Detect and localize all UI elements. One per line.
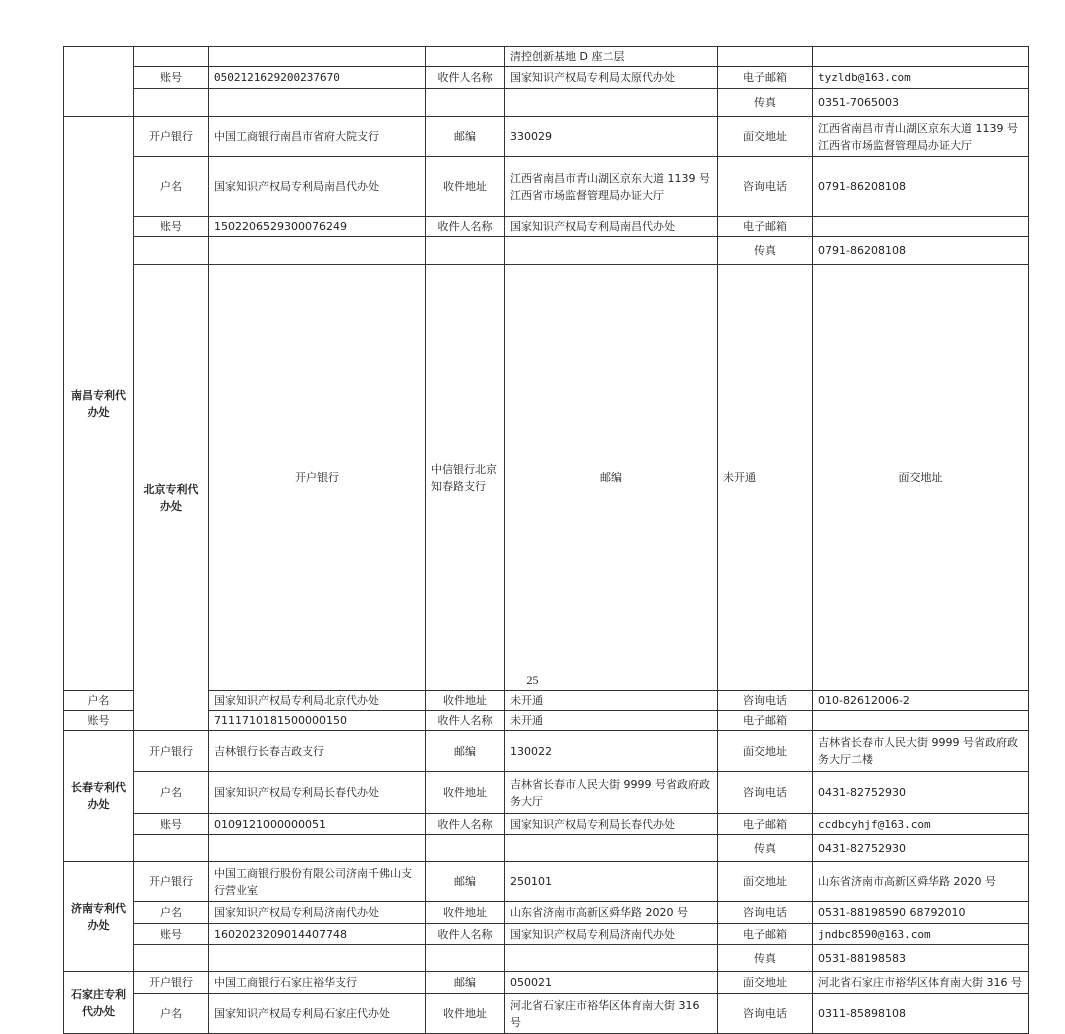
counter-address-value: 河北省石家庄市裕华区体育南大街 316 号	[813, 972, 1029, 994]
phone-label: 咨询电话	[718, 691, 813, 711]
phone-value: 010-82612006-2	[813, 691, 1029, 711]
office-name-jinan: 济南专利代办处	[64, 862, 134, 972]
table-row	[64, 47, 1029, 67]
table-row	[64, 157, 1029, 217]
email-label: 电子邮箱	[718, 217, 813, 237]
account-value: 0502121629200237670	[209, 67, 426, 89]
phone-label: 咨询电话	[718, 772, 813, 814]
phone-label: 咨询电话	[718, 902, 813, 924]
bank-value: 中信银行北京知春路支行	[426, 265, 505, 691]
postcode-value: 330029	[505, 117, 718, 157]
table-row	[64, 711, 1029, 731]
counter-address-label: 面交地址	[718, 731, 813, 772]
holder-value: 国家知识产权局专利局北京代办处	[209, 691, 426, 711]
bank-value: 中国工商银行南昌市省府大院支行	[209, 117, 426, 157]
bank-value: 吉林银行长春吉政支行	[209, 731, 426, 772]
postcode-value: 050021	[505, 972, 718, 994]
email-value: jndbc8590@163.com	[813, 924, 1029, 945]
payee-value: 国家知识产权局专利局长春代办处	[505, 814, 718, 835]
office-name-nanchang: 南昌专利代办处	[64, 117, 134, 691]
holder-value: 国家知识产权局专利局济南代办处	[209, 902, 426, 924]
table-row	[64, 945, 1029, 972]
fax-label: 传真	[718, 945, 813, 972]
postcode-label: 邮编	[426, 731, 505, 772]
fax-label: 传真	[718, 237, 813, 265]
bank-label: 开户银行	[209, 265, 426, 691]
counter-address-value: 山东省济南市高新区舜华路 2020 号	[813, 862, 1029, 902]
bank-label: 开户银行	[134, 862, 209, 902]
account-label: 账号	[134, 217, 209, 237]
counter-address-label: 面交地址	[718, 117, 813, 157]
mail-address-label: 收件地址	[426, 772, 505, 814]
postcode-value: 250101	[505, 862, 718, 902]
payee-label: 收件人名称	[426, 814, 505, 835]
counter-address-label: 面交地址	[813, 265, 1029, 691]
bank-value: 中国工商银行石家庄裕华支行	[209, 972, 426, 994]
account-value: 1602023209014407748	[209, 924, 426, 945]
table-row	[64, 862, 1029, 902]
table-row	[64, 117, 1029, 157]
fax-label: 传真	[718, 835, 813, 862]
postcode-label: 邮编	[426, 862, 505, 902]
account-label: 账号	[64, 711, 134, 731]
table-row	[64, 902, 1029, 924]
postcode-label: 邮编	[426, 972, 505, 994]
table-row	[64, 89, 1029, 117]
holder-label: 户名	[134, 902, 209, 924]
table-row	[64, 924, 1029, 945]
fax-value: 0531-88198583	[813, 945, 1029, 972]
phone-label: 咨询电话	[718, 994, 813, 1034]
payee-value: 未开通	[505, 711, 718, 731]
mail-address-label: 收件地址	[426, 691, 505, 711]
postcode-label: 邮编	[505, 265, 718, 691]
email-value	[813, 711, 1029, 731]
phone-value: 0791-86208108	[813, 157, 1029, 217]
table-row	[64, 691, 1029, 711]
mail-address-value: 吉林省长春市人民大街 9999 号省政府政务大厅	[505, 772, 718, 814]
page-number: 25	[526, 673, 539, 687]
phone-value: 0311-85898108	[813, 994, 1029, 1034]
email-value: tyzldb@163.com	[813, 67, 1029, 89]
mail-address-value: 山东省济南市高新区舜华路 2020 号	[505, 902, 718, 924]
counter-address-value: 江西省南昌市青山湖区京东大道 1139 号江西省市场监督管理局办证大厅	[813, 117, 1029, 157]
email-value: ccdbcyhjf@163.com	[813, 814, 1029, 835]
holder-value: 国家知识产权局专利局长春代办处	[209, 772, 426, 814]
account-label: 账号	[134, 924, 209, 945]
email-label: 电子邮箱	[718, 67, 813, 89]
account-value: 7111710181500000150	[209, 711, 426, 731]
office-name-cell	[64, 47, 134, 117]
table-row	[64, 972, 1029, 994]
postcode-value: 130022	[505, 731, 718, 772]
bank-label: 开户银行	[134, 117, 209, 157]
holder-label: 户名	[134, 994, 209, 1034]
mail-address-label: 收件地址	[426, 994, 505, 1034]
fax-value: 0791-86208108	[813, 237, 1029, 265]
account-label: 账号	[134, 67, 209, 89]
holder-value: 国家知识产权局专利局南昌代办处	[209, 157, 426, 217]
postcode-value: 未开通	[718, 265, 813, 691]
email-label: 电子邮箱	[718, 814, 813, 835]
payee-value: 国家知识产权局专利局济南代办处	[505, 924, 718, 945]
table-row	[64, 217, 1029, 237]
office-name-shijiazhuang: 石家庄专利代办处	[64, 972, 134, 1034]
holder-label: 户名	[134, 772, 209, 814]
fax-value: 0431-82752930	[813, 835, 1029, 862]
counter-address-label: 面交地址	[718, 972, 813, 994]
counter-address-label: 面交地址	[718, 862, 813, 902]
payee-label: 收件人名称	[426, 67, 505, 89]
payee-value: 国家知识产权局专利局南昌代办处	[505, 217, 718, 237]
holder-label: 户名	[134, 157, 209, 217]
phone-value: 0531-88198590 68792010	[813, 902, 1029, 924]
payee-label: 收件人名称	[426, 924, 505, 945]
phone-value: 0431-82752930	[813, 772, 1029, 814]
mail-address-label: 收件地址	[426, 157, 505, 217]
bank-value: 中国工商银行股份有限公司济南千佛山支行营业室	[209, 862, 426, 902]
holder-value: 国家知识产权局专利局石家庄代办处	[209, 994, 426, 1034]
payee-value: 国家知识产权局专利局太原代办处	[505, 67, 718, 89]
table-row	[64, 237, 1029, 265]
mail-address-value: 河北省石家庄市裕华区体育南大街 316 号	[505, 994, 718, 1034]
holder-label: 户名	[64, 691, 134, 711]
email-label: 电子邮箱	[718, 711, 813, 731]
fax-value: 0351-7065003	[813, 89, 1029, 117]
account-value: 0109121000000051	[209, 814, 426, 835]
mail-address-continued: 清控创新基地 D 座二层	[505, 47, 718, 67]
table-row	[64, 772, 1029, 814]
phone-label: 咨询电话	[718, 157, 813, 217]
table-row	[64, 835, 1029, 862]
fax-label: 传真	[718, 89, 813, 117]
table-row	[64, 67, 1029, 89]
office-name-beijing: 北京专利代办处	[134, 265, 209, 731]
bank-label: 开户银行	[134, 972, 209, 994]
bank-label: 开户银行	[134, 731, 209, 772]
account-label: 账号	[134, 814, 209, 835]
patent-office-info-table	[63, 46, 1029, 1034]
table-row	[64, 994, 1029, 1034]
counter-address-value: 吉林省长春市人民大街 9999 号省政府政务大厅二楼	[813, 731, 1029, 772]
table-row	[64, 814, 1029, 835]
mail-address-value: 未开通	[505, 691, 718, 711]
table-row	[64, 265, 1029, 691]
payee-label: 收件人名称	[426, 217, 505, 237]
table-row	[64, 731, 1029, 772]
mail-address-value: 江西省南昌市青山湖区京东大道 1139 号江西省市场监督管理局办证大厅	[505, 157, 718, 217]
account-value: 1502206529300076249	[209, 217, 426, 237]
email-label: 电子邮箱	[718, 924, 813, 945]
email-value	[813, 217, 1029, 237]
office-name-changchun: 长春专利代办处	[64, 731, 134, 862]
payee-label: 收件人名称	[426, 711, 505, 731]
postcode-label: 邮编	[426, 117, 505, 157]
mail-address-label: 收件地址	[426, 902, 505, 924]
